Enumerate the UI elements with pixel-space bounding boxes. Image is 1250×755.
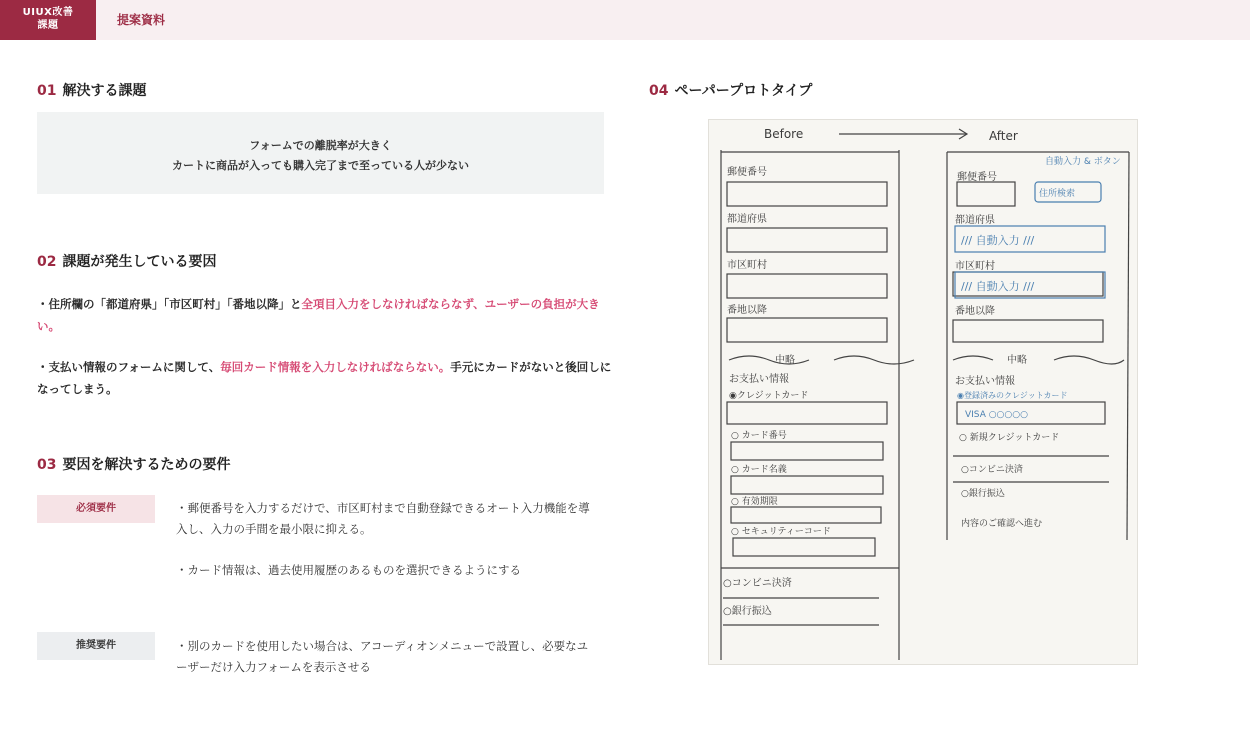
sketch-field-label: 番地以降 (955, 306, 995, 317)
section-03-heading (37, 454, 230, 474)
cause-text: ・支払い情報のフォームに関して、 (37, 360, 221, 374)
cause-highlight: 毎回カード情報を入力しなければならない。 (220, 360, 451, 374)
category-tag-line2: 課題 (37, 20, 59, 31)
required-item: ・カード情報は、過去使用履歴のあるものを選択できるようにする (176, 563, 521, 577)
sketch-field-label: 都道府県 (955, 215, 995, 226)
sketch-option: ○銀行振込 (723, 606, 772, 617)
sketch-next: 内容のご確認へ進む (961, 519, 1043, 529)
document-title: 提案資料 (117, 13, 166, 27)
recommended-item: ・別のカードを使用したい場合は、アコーディオンメニューで設置し、必要なユーザーだけ入力フォームを表示させる (176, 639, 589, 674)
sketch-option: ○ セキュリティーコード (731, 527, 831, 537)
section-title: 課題が発生している要因 (62, 254, 217, 270)
problem-line-2: カートに商品が入っても購入完了まで至っている人が少ない (172, 159, 469, 172)
section-number: 02 (37, 254, 57, 270)
top-bar (0, 0, 1250, 40)
sketch-field-label: 市区町村 (727, 260, 767, 271)
section-01-heading (37, 80, 146, 100)
sketch-option: ○コンビニ決済 (961, 465, 1023, 475)
sketch-new-card: ○ 新規クレジットカード (959, 433, 1060, 443)
sketch-field-label: 郵便番号 (957, 172, 997, 183)
cause-text-after: 手元にカードがないと後回しになってしまう。 (37, 360, 612, 396)
cause-highlight: 全項目入力をしなければならなず、ユーザーの負担が大きい。 (37, 297, 600, 333)
category-tag (0, 0, 96, 40)
sketch-option: ◉クレジットカード (729, 391, 809, 401)
section-number: 01 (37, 83, 57, 99)
section-04-heading (649, 80, 812, 100)
sketch-option: ○ カード番号 (731, 431, 787, 441)
section-number: 04 (649, 83, 669, 99)
category-tag-line1: UIUX改善 (22, 7, 74, 18)
sketch-autofill: /// 自動入力 /// (961, 234, 1035, 247)
sketch-registered-card: ◉登録済みのクレジットカード (957, 391, 1068, 400)
sketch-option: ○コンビニ決済 (723, 578, 792, 589)
problem-line-1: フォームでの離脱率が大きく (249, 139, 392, 152)
sketch-payment-label: お支払い情報 (729, 374, 789, 385)
section-02-heading (37, 251, 216, 271)
sketch-option: ○ 有効期限 (731, 497, 778, 507)
section-title: 解決する課題 (62, 83, 147, 99)
paper-prototype-photo (708, 119, 1138, 665)
sketch-field-label: 郵便番号 (727, 167, 767, 178)
recommended-badge: 推奨要件 (37, 632, 155, 660)
sketch-before-label: Before (764, 127, 804, 141)
sketch-omit: 中略 (1007, 355, 1027, 366)
section-title: 要因を解決するための要件 (62, 457, 231, 473)
cause-item (37, 356, 617, 400)
cause-item (37, 293, 617, 337)
paper-prototype-sketch (709, 120, 1138, 665)
sketch-address-search: 住所検索 (1039, 189, 1076, 199)
sketch-after-label: After (989, 129, 1018, 143)
sketch-card-value: VISA ○○○○○ (965, 410, 1028, 420)
section-number: 03 (37, 457, 57, 473)
required-item: ・郵便番号を入力するだけで、市区町村まで自動登録できるオート入力機能を導入し、入力の手間を最小限に抑える。 (176, 501, 590, 536)
problem-statement-box (37, 112, 604, 194)
cause-text: ・住所欄の「都道府県」「市区町村」「番地以降」と (37, 297, 302, 311)
sketch-omit: 中略 (775, 355, 795, 366)
required-badge: 必須要件 (37, 495, 155, 523)
sketch-payment-label: お支払い情報 (955, 376, 1015, 387)
section-title: ペーパープロトタイプ (674, 83, 813, 99)
sketch-autofill: /// 自動入力 /// (961, 280, 1035, 293)
sketch-option: ○銀行振込 (961, 489, 1005, 499)
sketch-field-label: 都道府県 (727, 214, 767, 225)
sketch-autofill-note: 自動入力 & ボタン (1045, 157, 1121, 167)
sketch-option: ○ カード名義 (731, 465, 787, 475)
sketch-field-label: 市区町村 (955, 261, 995, 272)
sketch-field-label: 番地以降 (727, 305, 767, 316)
